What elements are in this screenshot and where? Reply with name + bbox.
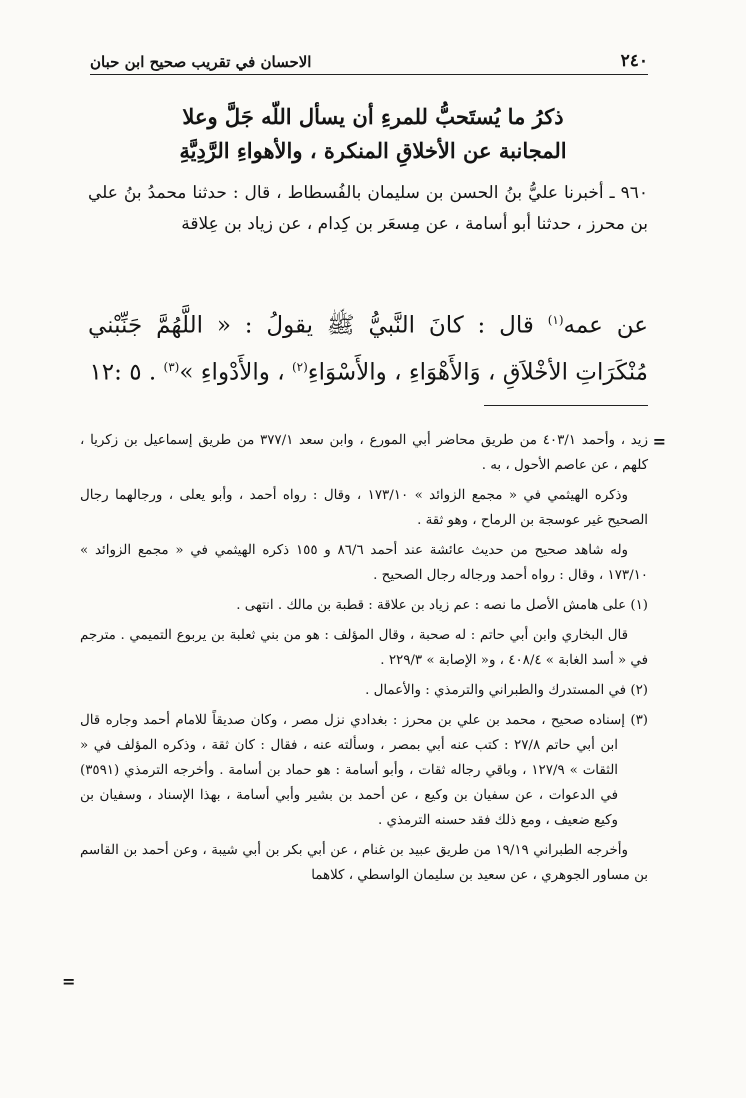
hadith-part2: قال : كانَ النَّبيُّ ﷺ يقولُ : « اللَّهُمَّ جَنِّبْني مُنْكَرَاتِ الأخْلاَقِ ، وَالأَهْوَاءِ ، والأَسْوَاءِ [88, 312, 648, 386]
footnote-3b: وأخرجه الطبراني ١٩/١٩ من طريق عبيد بن غنام ، عن أبي بكر بن أبي شيبة ، وعن أحمد بن القاسم بن مساور الجوهري ، عن سعيد بن سليمان الواسطي ، كلاهما [80, 843, 648, 883]
continuation-mark-bottom: = [62, 972, 76, 991]
hadith-part4: . ٥ :١٢ [89, 359, 164, 386]
chapter-heading [110, 100, 636, 168]
footnotes [80, 428, 648, 893]
chapter-heading-line2: المجانبة عن الأخلاقِ المنكرة ، والأهواءِ الرَّدِيَّةِ [179, 138, 567, 163]
page-number: ٢٤٠ [620, 51, 648, 71]
book-title: الاحسان في تقريب صحيح ابن حبان [90, 53, 312, 71]
hadith-part1: عن عمه [563, 312, 648, 339]
footnote-ref-3: (٣) [163, 359, 180, 374]
footnote-ref-2: (٢) [291, 359, 308, 374]
footnote-continuation-1: زيد ، وأحمد ٤٠٣/١ من طريق محاضر أبي المورع ، وابن سعد ٣٧٧/١ من طريق إسماعيل بن زكريا ، كلهم ، عن عاصم الأحول ، به . [80, 433, 648, 473]
footnote-2: (٢) في المستدرك والطبراني والترمذي : والأعمال . [365, 683, 648, 698]
footnote-3: (٣) إسناده صحيح ، محمد بن علي بن محرز : بغدادي نزل مصر ، وكان صديقاً للامام أحمد وجاره قال ابن أبي حاتم ٢٧/٨ : كتب عنه أبي بمصر ، وسألته عنه ، فقال : كان ثقة ، وذكره المؤلف في « الثقات » ١٢٧/٩ ، وباقي رجاله ثقات ، وأبو أسامة : هو حماد بن أسامة . وأخرجه الترمذي (٣٥٩١) في الدعوات ، عن سفيان بن وكيع ، عن أحمد بن بشير وأبي أسامة ، بهذا الإسناد ، وسفيان بن وكيع ضعيف ، ومع ذلك فقد حسنه الترمذي . [80, 713, 648, 828]
footnote-separator [484, 405, 648, 406]
footnote-1b: قال البخاري وابن أبي حاتم : له صحبة ، وقال المؤلف : هو من بني ثعلبة بن يربوع التميمي . مترجم في « أسد الغابة » ٤٠٨/٤ ، و« الإصابة » ٢٢٩/٣ . [80, 628, 648, 668]
hadith-text [88, 300, 648, 393]
continuation-mark-top: = [652, 432, 666, 451]
hadith-part3: ، والأَدْواءِ » [179, 359, 292, 386]
footnote-continuation-3: وله شاهد صحيح من حديث عائشة عند أحمد ٨٦/٦ و ١٥٥ ذكره الهيثمي في « مجمع الزوائد » ١٧٣/١٠ ، وقال : رواه أحمد ورجاله رجال الصحيح . [80, 543, 648, 583]
footnote-1: (١) على هامش الأصل ما نصه : عم زياد بن علاقة : قطبة بن مالك . انتهى . [236, 598, 648, 613]
footnote-continuation-2: وذكره الهيثمي في « مجمع الزوائد » ١٧٣/١٠ ، وقال : رواه أحمد ، وأبو يعلى ، ورجالهما رجال الصحيح غير عوسجة بن الرماح ، وهو ثقة . [80, 488, 648, 528]
running-header [90, 44, 648, 75]
isnad-text: ٩٦٠ ـ أخبرنا عليُّ بنُ الحسن بن سليمان بالفُسطاط ، قال : حدثنا محمدُ بنُ علي بن محرز ، حدثنا أبو أسامة ، عن مِسعَر بن كِدام ، عن زياد بن عِلاقة [88, 183, 648, 234]
isnad-paragraph [88, 178, 648, 240]
chapter-heading-line1: ذكرُ ما يُستَحبُّ للمرءِ أن يسأل اللّه جَلَّ وعلا [182, 104, 564, 129]
footnote-ref-1: (١) [547, 313, 564, 327]
